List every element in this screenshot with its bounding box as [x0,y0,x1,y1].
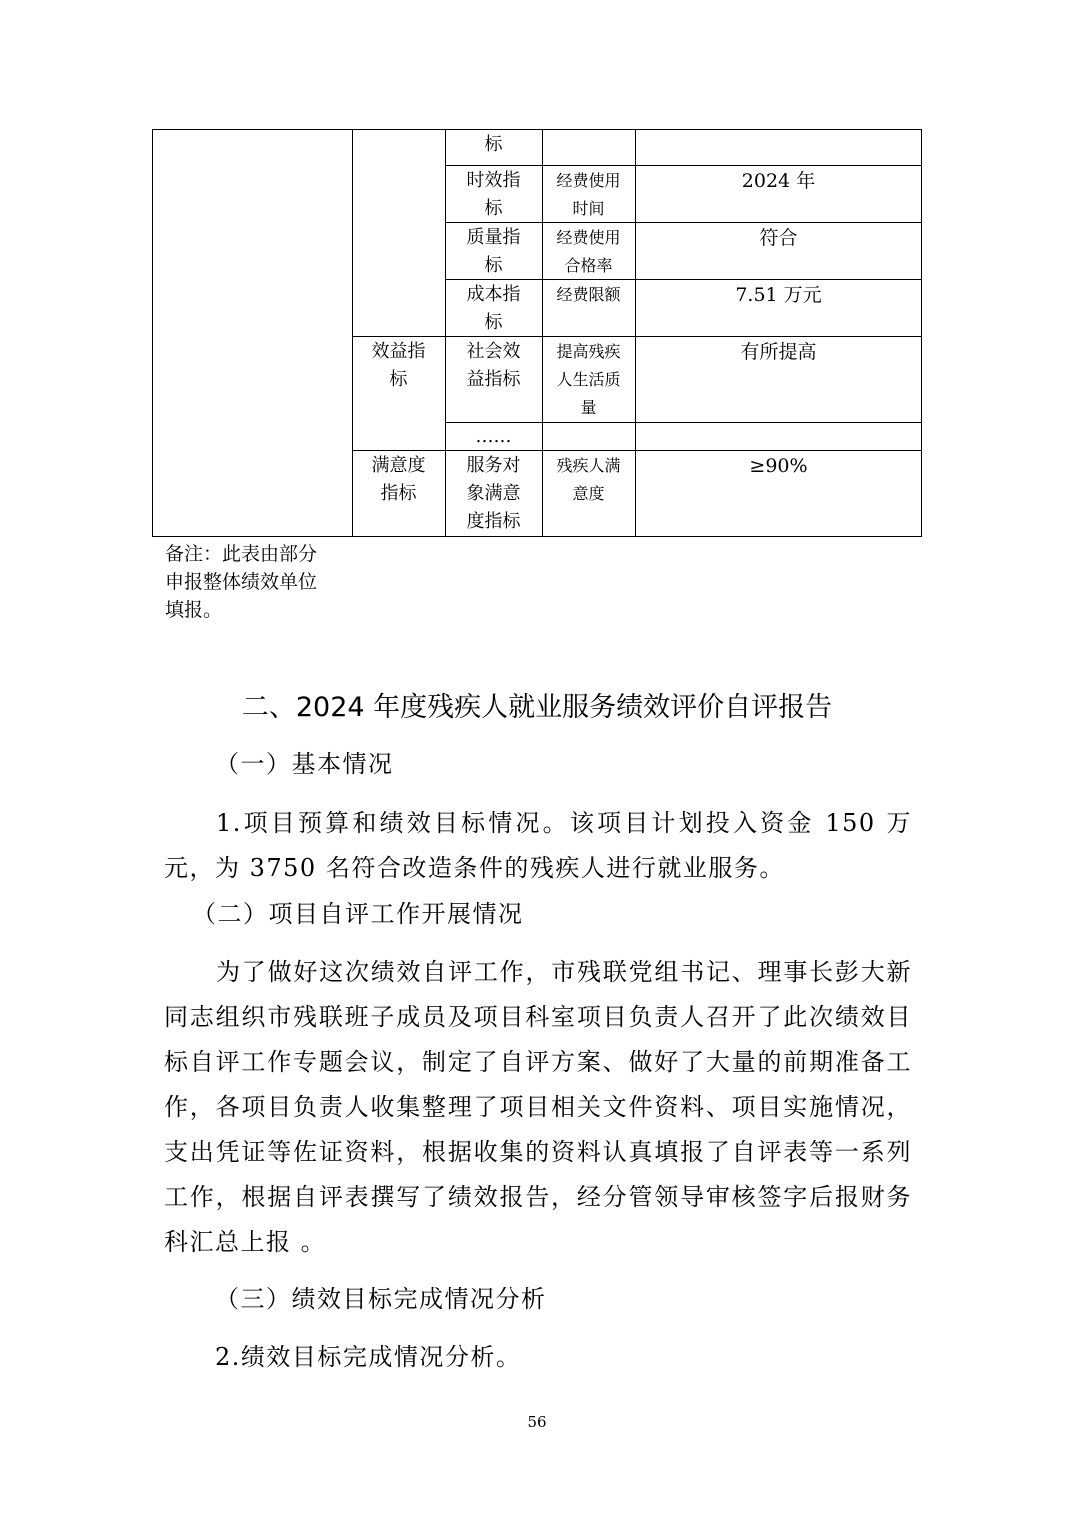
subsection-heading: （二）项目自评工作开展情况 [192,900,524,928]
table-cell: …… [475,426,512,447]
table-note: 备注：此表由部分 申报整体绩效单位 填报。 [165,543,318,621]
table-cell: 提高残疾 人生活质 量 [556,342,621,417]
paragraph: 1.项目预算和绩效目标情况。该项目计划投入资金 150 万元，为 3750 名符合改造条件的残疾人进行就业服务。 [164,809,912,882]
table-cell: 7.51 万元 [735,284,822,306]
table-cell: 成本指 标 [466,284,521,333]
subsection-heading: （一）基本情况 [215,750,394,778]
table-cell: 标 [484,134,503,155]
table-cell: 时效指 标 [466,170,521,219]
table-cell: 经费限额 [556,285,621,304]
indicator-table [152,129,922,537]
section-title: 二、2024 年度残疾人就业服务绩效评价自评报告 [241,692,833,723]
table-cell: 效益指 标 [371,341,426,390]
page-number: 56 [527,1413,547,1431]
table-cell: 残疾人满 意度 [556,456,621,503]
table-cell: 2024 年 [741,170,816,192]
table-cell: 有所提高 [740,341,817,363]
paragraph: 为了做好这次绩效自评工作，市残联党组书记、理事长彭大新同志组织市残联班子成员及项目科室项目负责人召开了此次绩效目标自评工作专题会议，制定了自评方案、做好了大量的前期准备工作，各项目负责人收集整理了项目相关文件资料、项目实施情况，支出凭证等佐证资料，根据收集的资料认真填报了自评表等一系列工作，根据自评表撰写了绩效报告，经分管领导审核签字后报财务科汇总上报 。 [164,958,912,1256]
subsection-heading: （三）绩效目标完成情况分析 [215,1285,547,1313]
table-cell: 符合 [759,227,798,249]
table-cell: 经费使用 时间 [556,171,621,218]
table-cell: 满意度 指标 [371,455,426,504]
table-cell: 经费使用 合格率 [556,228,621,275]
table-cell: 社会效 益指标 [466,341,521,390]
table-cell: ≥90% [749,455,808,477]
paragraph: 2.绩效目标完成情况分析。 [215,1343,522,1371]
table-cell: 服务对 象满意 度指标 [466,455,521,532]
table-cell: 质量指 标 [466,227,521,276]
